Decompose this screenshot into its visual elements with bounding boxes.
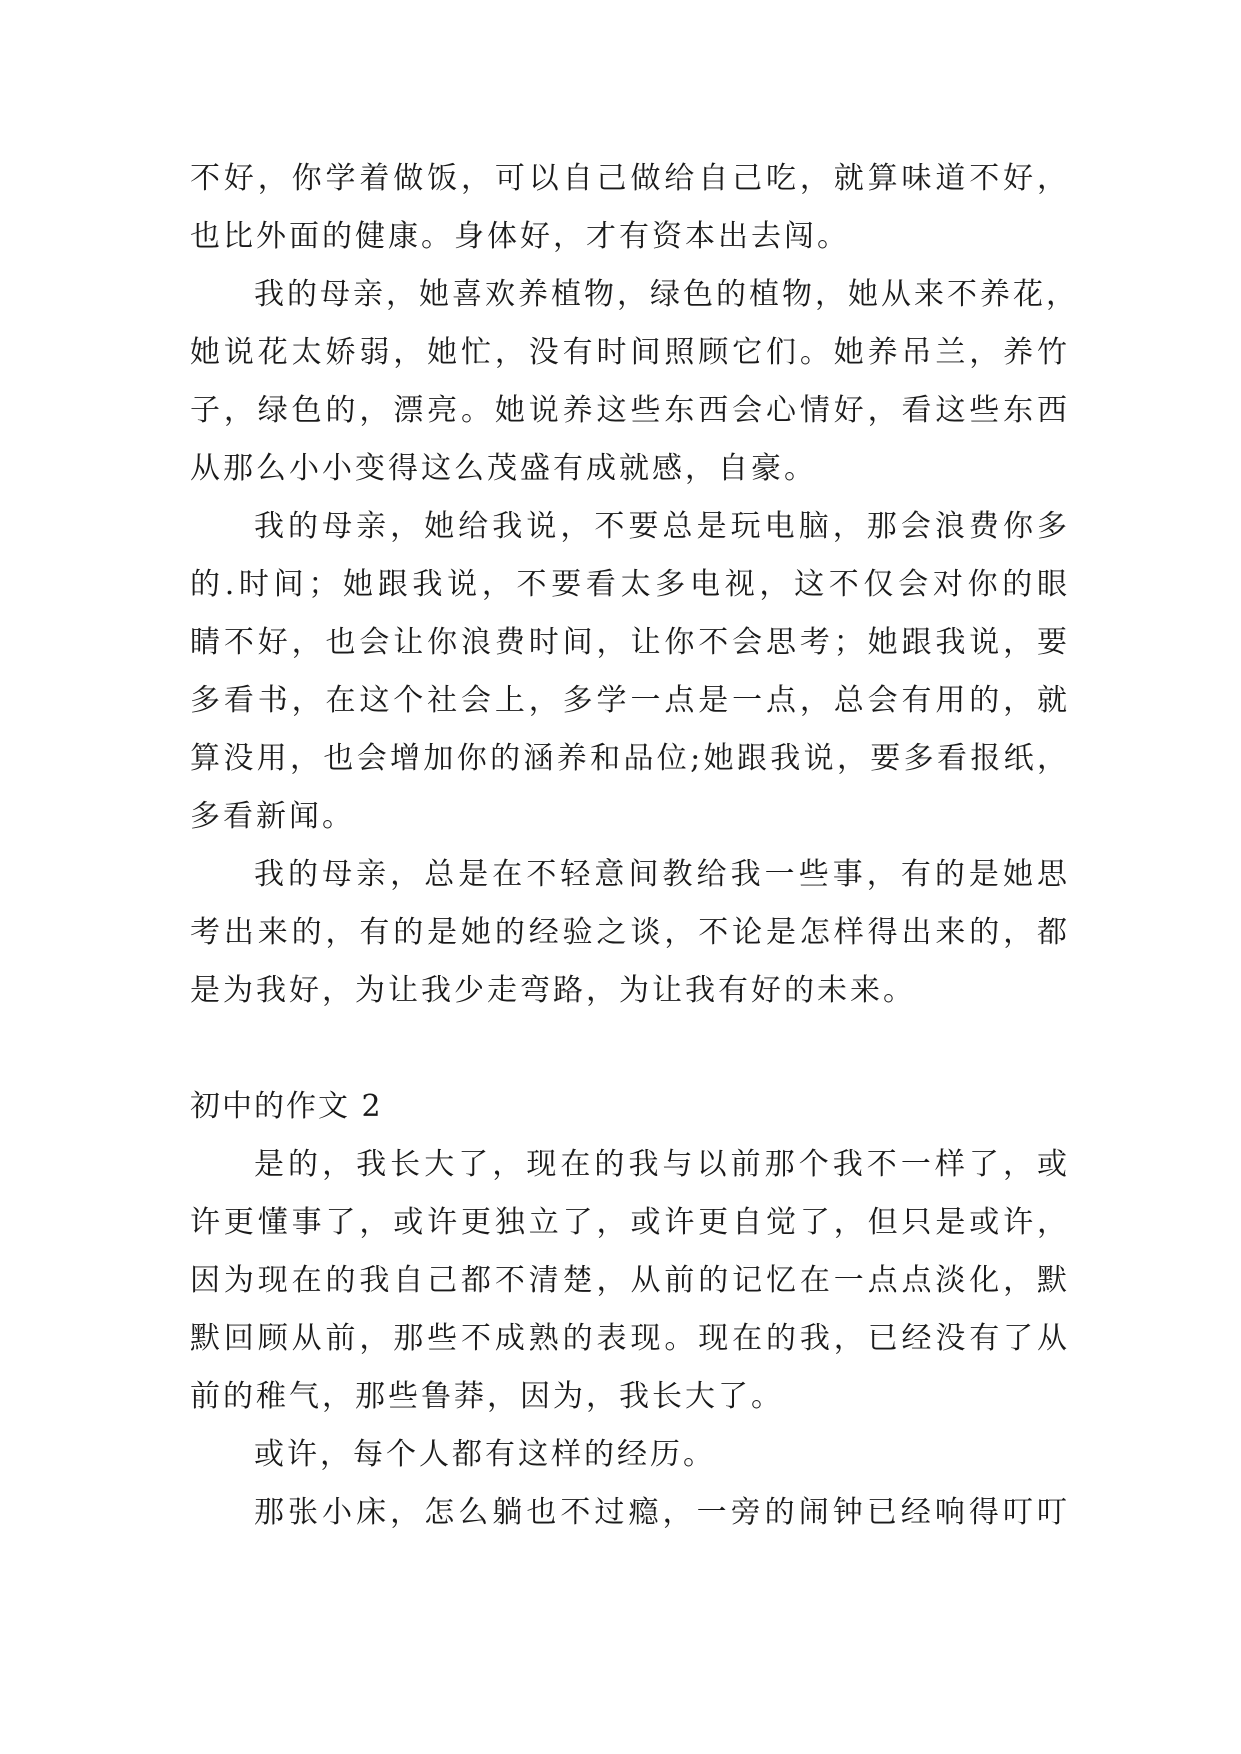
paragraph [190, 1484, 1070, 1542]
paragraph [190, 266, 1079, 498]
text-line: 她说花太娇弱，她忙，没有时间照顾它们。她养吊兰，养竹 [190, 335, 1070, 370]
text-line: 也比外面的健康。身体好，才有资本出去闯。 [190, 219, 850, 254]
text-line: 是为我好，为让我少走弯路，为让我有好的未来。 [190, 973, 916, 1008]
text-line: 从那么小小变得这么茂盛有成就感，自豪。 [190, 451, 817, 486]
text-line: 睛不好，也会让你浪费时间，让你不会思考；她跟我说，要 [190, 625, 1070, 660]
paragraph [190, 1136, 1070, 1426]
text-line: 那张小床，怎么躺也不过瘾，一旁的闹钟已经响得叮叮 [254, 1495, 1070, 1530]
paragraph [190, 150, 1070, 266]
text-line: 默回顾从前，那些不成熟的表现。现在的我，已经没有了从 [190, 1321, 1070, 1356]
text-line: 考出来的，有的是她的经验之谈，不论是怎样得出来的，都 [190, 915, 1070, 950]
text-line: 我的母亲，她喜欢养植物，绿色的植物，她从来不养花， [254, 277, 1079, 312]
text-line: 或许，每个人都有这样的经历。 [254, 1437, 716, 1472]
text-line: 的.时间；她跟我说，不要看太多电视，这不仅会对你的眼 [190, 567, 1070, 602]
document-body [190, 150, 1079, 1542]
text-line: 是的，我长大了，现在的我与以前那个我不一样了，或 [254, 1147, 1070, 1182]
text-line: 子，绿色的，漂亮。她说养这些东西会心情好，看这些东西 [190, 393, 1070, 428]
section-heading: 初中的作文 2 [190, 1089, 383, 1124]
text-line: 多看书，在这个社会上，多学一点是一点，总会有用的，就 [190, 683, 1070, 718]
text-line: 算没用，也会增加你的涵养和品位;她跟我说，要多看报纸， [190, 741, 1070, 776]
section-spacer [190, 1020, 1070, 1078]
text-line: 我的母亲，总是在不轻意间教给我一些事，有的是她思 [254, 857, 1070, 892]
text-line: 多看新闻。 [190, 799, 355, 834]
paragraph [190, 846, 1070, 1020]
text-line: 前的稚气，那些鲁莽，因为，我长大了。 [190, 1379, 784, 1414]
text-line: 因为现在的我自己都不清楚，从前的记忆在一点点淡化，默 [190, 1263, 1070, 1298]
paragraph [190, 498, 1070, 846]
paragraph [190, 1426, 1070, 1484]
text-line: 不好，你学着做饭，可以自己做给自己吃，就算味道不好， [190, 161, 1070, 196]
text-line: 许更懂事了，或许更独立了，或许更自觉了，但只是或许， [190, 1205, 1070, 1240]
text-line: 我的母亲，她给我说，不要总是玩电脑，那会浪费你多 [254, 509, 1070, 544]
